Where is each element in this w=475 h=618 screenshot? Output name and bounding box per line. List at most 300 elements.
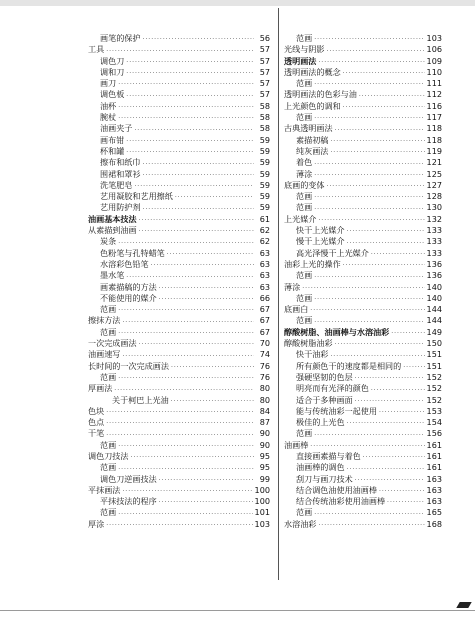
dot-leader bbox=[118, 465, 254, 474]
toc-entry bbox=[284, 282, 442, 293]
toc-entry bbox=[284, 123, 442, 134]
toc-entry-page-number: 153 bbox=[426, 405, 442, 416]
toc-entry-page-number: 118 bbox=[426, 123, 442, 134]
toc-entry-page-number: 99 bbox=[259, 473, 270, 484]
toc-entry-page-number: 84 bbox=[259, 405, 270, 416]
dot-leader bbox=[355, 397, 425, 406]
toc-entry bbox=[88, 270, 270, 281]
toc-entry-title: 范画 bbox=[100, 439, 117, 450]
toc-entry-page-number: 59 bbox=[259, 134, 270, 145]
toc-entry-title: 着色 bbox=[296, 157, 313, 168]
toc-entry-title: 范画 bbox=[296, 191, 313, 202]
dot-leader bbox=[159, 476, 254, 485]
toc-entry-page-number: 165 bbox=[426, 507, 442, 518]
dot-leader bbox=[310, 442, 424, 451]
toc-entry bbox=[88, 180, 270, 191]
toc-entry-page-number: 67 bbox=[259, 326, 270, 337]
toc-entry bbox=[88, 383, 270, 394]
toc-entry-page-number: 133 bbox=[426, 236, 442, 247]
toc-entry-title: 底画的变体 bbox=[284, 179, 325, 190]
toc-entry bbox=[284, 67, 442, 78]
dot-leader bbox=[159, 295, 254, 304]
toc-entry bbox=[88, 327, 270, 338]
toc-entry-title: 长时间的一次完成画法 bbox=[88, 360, 169, 371]
toc-entry-page-number: 87 bbox=[259, 417, 270, 428]
toc-entry-page-number: 163 bbox=[426, 496, 442, 507]
toc-entry-title: 适合于多种画面 bbox=[296, 394, 353, 405]
toc-entry-title: 古典透明画法 bbox=[284, 123, 333, 134]
toc-entry bbox=[284, 474, 442, 485]
toc-entry-page-number: 59 bbox=[259, 157, 270, 168]
toc-entry-title: 从素描到油画 bbox=[88, 225, 137, 236]
toc-entry-page-number: 95 bbox=[259, 462, 270, 473]
toc-entry-title: 色点 bbox=[88, 417, 105, 428]
dot-leader bbox=[330, 352, 424, 361]
toc-entry-title: 洗笔肥皂 bbox=[100, 179, 133, 190]
toc-entry-title: 素描初稿 bbox=[296, 134, 329, 145]
toc-entry bbox=[88, 361, 270, 372]
toc-entry-page-number: 163 bbox=[426, 484, 442, 495]
dot-leader bbox=[335, 126, 425, 135]
toc-entry-title: 所有颜色干的速度都是相同的 bbox=[296, 360, 402, 371]
toc-entry bbox=[88, 293, 270, 304]
toc-entry-title: 厚涂 bbox=[88, 518, 105, 529]
toc-entry-page-number: 144 bbox=[426, 304, 442, 315]
dot-leader bbox=[122, 487, 252, 496]
page-corner-mark bbox=[456, 602, 471, 608]
toc-entry-page-number: 59 bbox=[259, 191, 270, 202]
dot-leader bbox=[314, 318, 424, 327]
toc-entry bbox=[284, 44, 442, 55]
toc-entry-title: 范画 bbox=[100, 326, 117, 337]
toc-entry-page-number: 67 bbox=[259, 315, 270, 326]
toc-entry bbox=[88, 89, 270, 100]
toc-entry bbox=[88, 135, 270, 146]
toc-entry-page-number: 76 bbox=[259, 360, 270, 371]
toc-entry-title: 醇酸树脂、油画棒与水溶油彩 bbox=[284, 326, 390, 337]
toc-entry-page-number: 130 bbox=[426, 202, 442, 213]
toc-entry-title: 醇酸树脂油彩 bbox=[284, 338, 333, 349]
toc-entry-page-number: 63 bbox=[259, 247, 270, 258]
toc-entry bbox=[284, 259, 442, 270]
dot-leader bbox=[387, 498, 425, 507]
toc-entry-title: 透明画法的色彩与油 bbox=[284, 89, 357, 100]
toc-entry-title: 油画夹子 bbox=[100, 123, 133, 134]
toc-entry-page-number: 163 bbox=[426, 473, 442, 484]
dot-leader bbox=[142, 35, 254, 44]
page-bottom-rule bbox=[0, 610, 475, 611]
toc-entry-page-number: 150 bbox=[426, 338, 442, 349]
toc-entry-page-number: 151 bbox=[426, 360, 442, 371]
toc-entry bbox=[284, 270, 442, 281]
dot-leader bbox=[142, 171, 254, 180]
toc-entry-page-number: 62 bbox=[259, 225, 270, 236]
toc-entry bbox=[284, 417, 442, 428]
toc-entry-title: 平抹画法 bbox=[88, 484, 121, 495]
toc-entry bbox=[88, 372, 270, 383]
toc-entry bbox=[284, 146, 442, 157]
toc-entry-title: 范画 bbox=[296, 33, 313, 43]
toc-entry-page-number: 74 bbox=[259, 349, 270, 360]
toc-entry bbox=[284, 101, 442, 112]
toc-entry bbox=[284, 214, 442, 225]
toc-entry bbox=[88, 112, 270, 123]
toc-entry-page-number: 70 bbox=[259, 338, 270, 349]
toc-entry bbox=[284, 507, 442, 518]
toc-entry-page-number: 152 bbox=[426, 371, 442, 382]
dot-leader bbox=[314, 205, 424, 214]
dot-leader bbox=[118, 114, 254, 123]
toc-entry-title: 干笔 bbox=[88, 428, 105, 439]
toc-entry bbox=[284, 191, 442, 202]
toc-entry-page-number: 58 bbox=[259, 123, 270, 134]
toc-entry-title: 艺用防护剂 bbox=[100, 202, 141, 213]
toc-entry bbox=[284, 180, 442, 191]
toc-entry-title: 底画白 bbox=[284, 304, 309, 315]
toc-entry-page-number: 168 bbox=[426, 518, 442, 529]
toc-entry-title: 调和刀 bbox=[100, 66, 125, 77]
toc-entry-title: 范画 bbox=[100, 304, 117, 315]
dot-leader bbox=[175, 193, 254, 202]
toc-entry-title: 薄涂 bbox=[284, 281, 301, 292]
toc-entry-title: 快干油彩 bbox=[296, 349, 329, 360]
dot-leader bbox=[318, 521, 424, 530]
toc-entry-page-number: 109 bbox=[426, 55, 442, 66]
dot-leader bbox=[314, 80, 424, 89]
toc-entry-title: 调色板 bbox=[100, 89, 125, 100]
toc-entry-page-number: 80 bbox=[259, 394, 270, 405]
toc-entry bbox=[284, 304, 442, 315]
toc-entry bbox=[88, 225, 270, 236]
toc-entry-page-number: 128 bbox=[426, 191, 442, 202]
toc-entry-title: 画布钳 bbox=[100, 134, 125, 145]
column-divider bbox=[278, 8, 279, 580]
toc-entry bbox=[284, 33, 442, 44]
toc-entry bbox=[88, 157, 270, 168]
dot-leader bbox=[347, 227, 425, 236]
toc-entry-title: 范画 bbox=[100, 371, 117, 382]
dot-leader bbox=[139, 227, 254, 236]
toc-entry-page-number: 57 bbox=[259, 89, 270, 100]
toc-entry bbox=[88, 67, 270, 78]
toc-entry bbox=[284, 327, 442, 338]
toc-entry-title: 水溶油彩 bbox=[284, 518, 317, 529]
toc-entry-page-number: 90 bbox=[259, 428, 270, 439]
toc-entry bbox=[88, 496, 270, 507]
toc-entry-page-number: 59 bbox=[259, 179, 270, 190]
toc-entry-page-number: 121 bbox=[426, 157, 442, 168]
toc-entry bbox=[284, 135, 442, 146]
toc-entry-title: 光线与阴影 bbox=[284, 44, 325, 55]
toc-entry bbox=[88, 146, 270, 157]
toc-entry-title: 范画 bbox=[296, 112, 313, 123]
toc-entry-title: 直接画素描与着色 bbox=[296, 450, 361, 461]
dot-leader bbox=[314, 160, 424, 169]
toc-entry bbox=[284, 112, 442, 123]
dot-leader bbox=[114, 386, 254, 395]
dot-leader bbox=[130, 453, 254, 462]
toc-right-column bbox=[284, 33, 442, 530]
toc-entry-title: 明亮而有光泽的颜色 bbox=[296, 383, 369, 394]
dot-leader bbox=[379, 408, 425, 417]
dot-leader bbox=[118, 329, 254, 338]
toc-entry-title: 调色刀 bbox=[100, 55, 125, 66]
toc-entry bbox=[88, 349, 270, 360]
dot-leader bbox=[318, 58, 424, 67]
toc-entry-title: 上光媒介 bbox=[284, 213, 317, 224]
toc-entry bbox=[88, 44, 270, 55]
toc-entry-page-number: 161 bbox=[426, 462, 442, 473]
toc-entry bbox=[88, 474, 270, 485]
dot-leader bbox=[118, 80, 254, 89]
dot-leader bbox=[314, 295, 424, 304]
toc-entry-page-number: 111 bbox=[426, 78, 442, 89]
dot-leader bbox=[122, 318, 254, 327]
toc-entry bbox=[284, 485, 442, 496]
toc-entry-title: 纯灰画法 bbox=[296, 145, 329, 156]
toc-entry-page-number: 119 bbox=[426, 145, 442, 156]
toc-entry-title: 调色刀技法 bbox=[88, 450, 129, 461]
dot-leader bbox=[314, 114, 424, 123]
toc-entry-page-number: 59 bbox=[259, 168, 270, 179]
toc-entry bbox=[284, 315, 442, 326]
toc-entry bbox=[88, 417, 270, 428]
toc-entry-page-number: 56 bbox=[259, 33, 270, 43]
toc-entry-title: 结合调色油使用油画棒 bbox=[296, 484, 377, 495]
toc-entry bbox=[284, 395, 442, 406]
toc-entry-page-number: 62 bbox=[259, 236, 270, 247]
dot-leader bbox=[106, 47, 254, 56]
toc-entry-title: 关于柯巴上光油 bbox=[112, 394, 169, 405]
toc-entry-page-number: 149 bbox=[426, 326, 442, 337]
toc-entry-title: 艺用凝胶和艺用擦纸 bbox=[100, 191, 173, 202]
toc-entry bbox=[284, 372, 442, 383]
dot-leader bbox=[343, 103, 425, 112]
toc-entry-page-number: 57 bbox=[259, 78, 270, 89]
toc-entry-page-number: 127 bbox=[426, 179, 442, 190]
dot-leader bbox=[379, 487, 425, 496]
toc-entry bbox=[88, 440, 270, 451]
toc-entry bbox=[284, 496, 442, 507]
toc-entry bbox=[88, 395, 270, 406]
toc-entry bbox=[284, 248, 442, 259]
dot-leader bbox=[106, 521, 252, 530]
dot-leader bbox=[122, 352, 254, 361]
toc-entry-page-number: 144 bbox=[426, 315, 442, 326]
dot-leader bbox=[314, 273, 424, 282]
toc-entry-page-number: 118 bbox=[426, 134, 442, 145]
dot-leader bbox=[326, 182, 424, 191]
toc-entry-title: 范画 bbox=[296, 78, 313, 89]
toc-entry-page-number: 61 bbox=[259, 213, 270, 224]
dot-leader bbox=[355, 374, 425, 383]
toc-entry-title: 上光颜色的调和 bbox=[284, 100, 341, 111]
toc-entry-title: 范画 bbox=[100, 462, 117, 473]
dot-leader bbox=[371, 386, 425, 395]
toc-entry-page-number: 106 bbox=[426, 44, 442, 55]
toc-entry bbox=[284, 428, 442, 439]
toc-entry-title: 擦布和纸巾 bbox=[100, 157, 141, 168]
toc-entry-title: 透明画法 bbox=[284, 55, 317, 66]
toc-entry bbox=[88, 485, 270, 496]
toc-entry-page-number: 63 bbox=[259, 258, 270, 269]
toc-entry-page-number: 112 bbox=[426, 89, 442, 100]
toc-entry-page-number: 57 bbox=[259, 55, 270, 66]
toc-entry bbox=[284, 349, 442, 360]
dot-leader bbox=[142, 205, 254, 214]
toc-entry-title: 极佳的上光色 bbox=[296, 417, 345, 428]
dot-leader bbox=[355, 476, 425, 485]
toc-entry bbox=[88, 123, 270, 134]
dot-leader bbox=[310, 306, 424, 315]
toc-entry-page-number: 152 bbox=[426, 383, 442, 394]
toc-entry-page-number: 90 bbox=[259, 439, 270, 450]
toc-entry bbox=[88, 451, 270, 462]
toc-entry-page-number: 58 bbox=[259, 112, 270, 123]
toc-entry bbox=[284, 169, 442, 180]
toc-left-column bbox=[88, 33, 270, 530]
toc-entry-title: 范画 bbox=[296, 315, 313, 326]
toc-entry-title: 范画 bbox=[296, 202, 313, 213]
dot-leader bbox=[139, 340, 254, 349]
dot-leader bbox=[106, 419, 254, 428]
toc-entry-page-number: 63 bbox=[259, 281, 270, 292]
toc-entry-page-number: 136 bbox=[426, 258, 442, 269]
dot-leader bbox=[343, 261, 425, 270]
toc-entry-title: 快干上光媒介 bbox=[296, 225, 345, 236]
toc-entry-title: 色块 bbox=[88, 405, 105, 416]
dot-leader bbox=[134, 182, 254, 191]
toc-entry bbox=[284, 202, 442, 213]
toc-entry-page-number: 100 bbox=[254, 484, 270, 495]
toc-entry bbox=[284, 519, 442, 530]
toc-entry-title: 范画 bbox=[296, 428, 313, 439]
toc-entry-title: 厚画法 bbox=[88, 383, 113, 394]
toc-entry-page-number: 161 bbox=[426, 450, 442, 461]
dot-leader bbox=[126, 92, 254, 101]
toc-entry-page-number: 57 bbox=[259, 66, 270, 77]
toc-entry-page-number: 76 bbox=[259, 371, 270, 382]
toc-entry bbox=[88, 169, 270, 180]
toc-entry-page-number: 103 bbox=[254, 518, 270, 529]
dot-leader bbox=[359, 92, 425, 101]
toc-entry-title: 慢干上光媒介 bbox=[296, 236, 345, 247]
dot-leader bbox=[363, 453, 425, 462]
toc-entry-title: 范画 bbox=[296, 270, 313, 281]
toc-entry bbox=[284, 293, 442, 304]
toc-entry-title: 薄涂 bbox=[296, 168, 313, 179]
toc-entry-page-number: 140 bbox=[426, 281, 442, 292]
toc-entry-page-number: 133 bbox=[426, 225, 442, 236]
page-top-edge bbox=[0, 0, 475, 6]
dot-leader bbox=[151, 261, 254, 270]
toc-entry bbox=[284, 78, 442, 89]
dot-leader bbox=[314, 35, 424, 44]
dot-leader bbox=[118, 239, 254, 248]
dot-leader bbox=[347, 419, 425, 428]
toc-entry-page-number: 117 bbox=[426, 112, 442, 123]
toc-entry-page-number: 154 bbox=[426, 417, 442, 428]
toc-entry-page-number: 152 bbox=[426, 394, 442, 405]
dot-leader bbox=[118, 510, 252, 519]
toc-entry bbox=[88, 191, 270, 202]
toc-entry-title: 一次完成画法 bbox=[88, 338, 137, 349]
toc-entry-title: 画刀 bbox=[100, 78, 117, 89]
toc-entry bbox=[88, 202, 270, 213]
toc-entry-title: 高光泽慢干上光媒介 bbox=[296, 247, 369, 258]
toc-entry-title: 结合传统油彩使用油画棒 bbox=[296, 496, 386, 507]
dot-leader bbox=[167, 250, 254, 259]
toc-entry-page-number: 80 bbox=[259, 383, 270, 394]
toc-entry bbox=[88, 428, 270, 439]
dot-leader bbox=[330, 148, 424, 157]
toc-entry-page-number: 95 bbox=[259, 450, 270, 461]
toc-entry-title: 腕杖 bbox=[100, 112, 117, 123]
toc-entry bbox=[88, 248, 270, 259]
dot-leader bbox=[126, 58, 254, 67]
dot-leader bbox=[118, 306, 254, 315]
toc-entry bbox=[284, 56, 442, 67]
dot-leader bbox=[343, 69, 425, 78]
toc-entry-page-number: 136 bbox=[426, 270, 442, 281]
toc-entry-page-number: 132 bbox=[426, 213, 442, 224]
toc-entry-title: 工具 bbox=[88, 44, 105, 55]
toc-entry bbox=[284, 236, 442, 247]
toc-entry-page-number: 110 bbox=[426, 66, 442, 77]
toc-entry-title: 范画 bbox=[296, 507, 313, 518]
toc-entry-page-number: 103 bbox=[426, 33, 442, 43]
toc-entry-page-number: 101 bbox=[254, 507, 270, 518]
toc-entry bbox=[88, 236, 270, 247]
dot-leader bbox=[171, 397, 254, 406]
toc-entry-title: 围裙和罩衫 bbox=[100, 168, 141, 179]
dot-leader bbox=[330, 137, 424, 146]
dot-leader bbox=[126, 69, 254, 78]
toc-entry bbox=[284, 383, 442, 394]
toc-entry bbox=[284, 157, 442, 168]
toc-entry-title: 强硬坚韧的色层 bbox=[296, 371, 353, 382]
toc-entry-title: 刮刀与画刀技术 bbox=[296, 473, 353, 484]
toc-entry-page-number: 59 bbox=[259, 202, 270, 213]
dot-leader bbox=[118, 442, 254, 451]
dot-leader bbox=[126, 148, 254, 157]
dot-leader bbox=[118, 103, 254, 112]
toc-entry-page-number: 125 bbox=[426, 168, 442, 179]
dot-leader bbox=[391, 329, 424, 338]
toc-entry bbox=[88, 33, 270, 44]
toc-entry bbox=[88, 462, 270, 473]
toc-entry bbox=[88, 214, 270, 225]
toc-entry bbox=[88, 259, 270, 270]
toc-entry-title: 油画基本技法 bbox=[88, 213, 137, 224]
toc-entry-title: 水溶彩色铅笔 bbox=[100, 258, 149, 269]
dot-leader bbox=[106, 408, 254, 417]
toc-entry-page-number: 63 bbox=[259, 270, 270, 281]
toc-entry-page-number: 59 bbox=[259, 145, 270, 156]
toc-entry-title: 墨水笔 bbox=[100, 270, 125, 281]
dot-leader bbox=[159, 498, 253, 507]
toc-entry-title: 油画棒 bbox=[284, 439, 309, 450]
toc-entry bbox=[284, 89, 442, 100]
dot-leader bbox=[371, 250, 425, 259]
dot-leader bbox=[314, 510, 424, 519]
dot-leader bbox=[126, 137, 254, 146]
toc-entry-title: 色粉笔与孔特蜡笔 bbox=[100, 247, 165, 258]
toc-entry bbox=[88, 56, 270, 67]
dot-leader bbox=[126, 273, 254, 282]
toc-entry-page-number: 66 bbox=[259, 292, 270, 303]
toc-entry-title: 油杯 bbox=[100, 100, 117, 111]
